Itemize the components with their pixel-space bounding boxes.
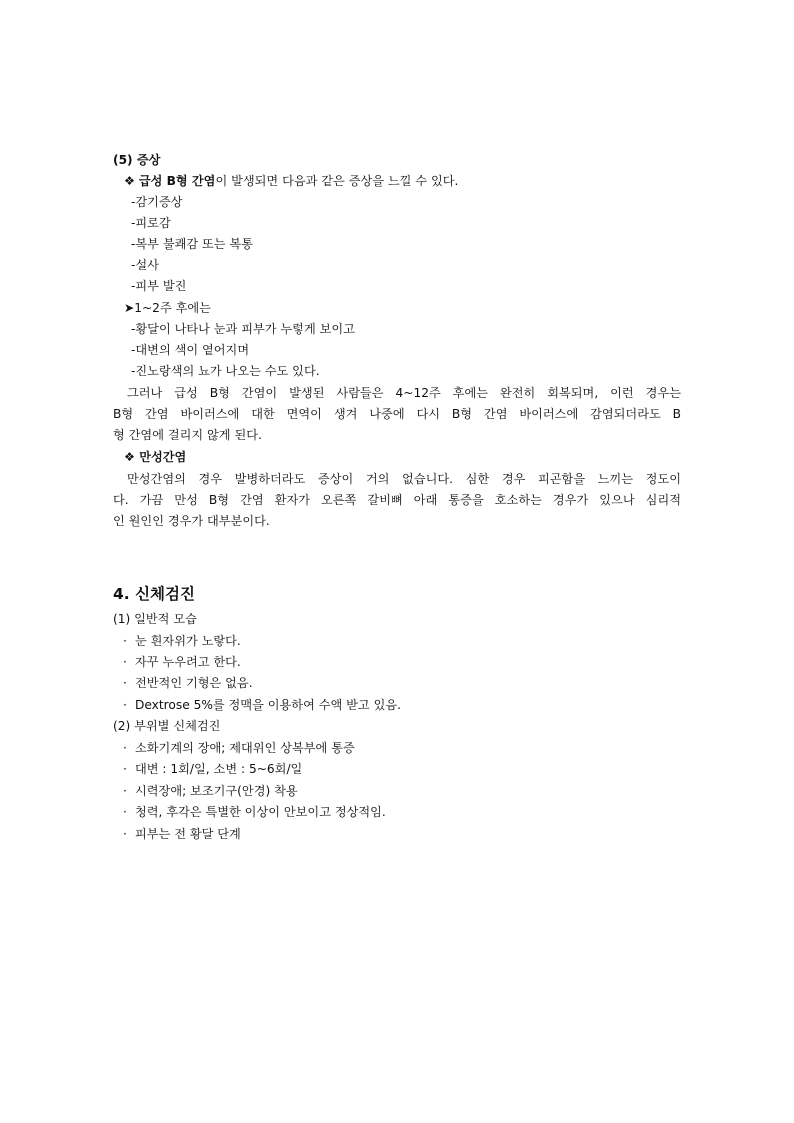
chronic-paragraph-line: 만성간염의 경우 발병하더라도 증상이 거의 없습니다. 심한 경우 피곤함을 느끼는 정도이 (127, 472, 681, 486)
subheading-general: (1) 일반적 모습 (113, 612, 197, 626)
after-weeks-text: 1~2주 후에는 (134, 301, 211, 315)
arrow-bullet-icon: ➤ (124, 301, 135, 315)
dot-bullet-icon: · (123, 741, 127, 755)
later-symptom-item: -대변의 색이 옅어지며 (131, 343, 250, 357)
symptom-item: -피부 발진 (131, 279, 187, 293)
dot-bullet-icon: · (123, 698, 127, 712)
dot-bullet-icon: · (123, 655, 127, 669)
symptom-item: -피로감 (131, 216, 171, 230)
regional-item: · 대변 : 1회/일, 소변 : 5~6회/일 (123, 762, 303, 776)
dot-bullet-icon: · (123, 784, 127, 798)
chronic-paragraph-line: 다. 가끔 만성 B형 간염 환자가 오른쪽 갈비뼈 아래 통증을 호소하는 경우가 있으나 심리적 (113, 493, 681, 507)
chronic-label: 만성간염 (139, 450, 187, 464)
later-symptom-item: -황달이 나타나 눈과 피부가 누렇게 보이고 (131, 322, 355, 336)
acute-hepatitis-term: 급성 B형 간염 (138, 174, 216, 188)
after-weeks-line (124, 300, 211, 316)
dot-bullet-icon: · (123, 634, 127, 648)
chronic-heading (124, 449, 186, 465)
general-item: · 눈 흰자위가 노랗다. (123, 634, 241, 648)
subheading-regional: (2) 부위별 신체검진 (113, 719, 221, 733)
symptom-item: -복부 불쾌감 또는 복통 (131, 237, 253, 251)
dot-bullet-icon: · (123, 762, 127, 776)
dot-bullet-icon: · (123, 805, 127, 819)
regional-item: · 시력장애; 보조기구(안경) 착용 (123, 784, 298, 798)
section-heading-symptoms: (5) 증상 (113, 153, 161, 167)
dot-bullet-icon: · (123, 676, 127, 690)
general-item: · 자꾸 누우려고 한다. (123, 655, 241, 669)
regional-item: · 소화기계의 장애; 제대위인 상복부에 통증 (123, 741, 355, 755)
acute-intro-text: 이 발생되면 다음과 같은 증상을 느낄 수 있다. (215, 174, 459, 188)
symptom-item: -설사 (131, 258, 159, 272)
diamond-bullet-icon: ❖ (124, 174, 135, 188)
recovery-paragraph-line: B형 간염 바이러스에 대한 면역이 생겨 나중에 다시 B형 간염 바이러스에 감염되더라도 B (113, 407, 681, 421)
recovery-paragraph-line: 그러나 급성 B형 간염이 발생된 사람들은 4~12주 후에는 완전히 회복되며, 이런 경우는 (127, 386, 681, 400)
general-item: · Dextrose 5%를 정맥을 이용하여 수액 받고 있음. (123, 698, 401, 712)
symptom-item: -감기증상 (131, 195, 183, 209)
section-heading-physical-exam: 4. 신체검진 (113, 585, 195, 603)
general-item: · 전반적인 기형은 없음. (123, 676, 253, 690)
chronic-paragraph-line: 인 원인인 경우가 대부분이다. (113, 514, 270, 528)
dot-bullet-icon: · (123, 827, 127, 841)
regional-item: · 피부는 전 황달 단계 (123, 827, 241, 841)
recovery-paragraph-line: 형 간염에 걸리지 않게 된다. (113, 428, 262, 442)
later-symptom-item: -진노랑색의 뇨가 나오는 수도 있다. (131, 364, 320, 378)
regional-item: · 청력, 후각은 특별한 이상이 안보이고 정상적임. (123, 805, 386, 819)
diamond-bullet-icon: ❖ (124, 450, 135, 464)
acute-intro (124, 173, 458, 189)
